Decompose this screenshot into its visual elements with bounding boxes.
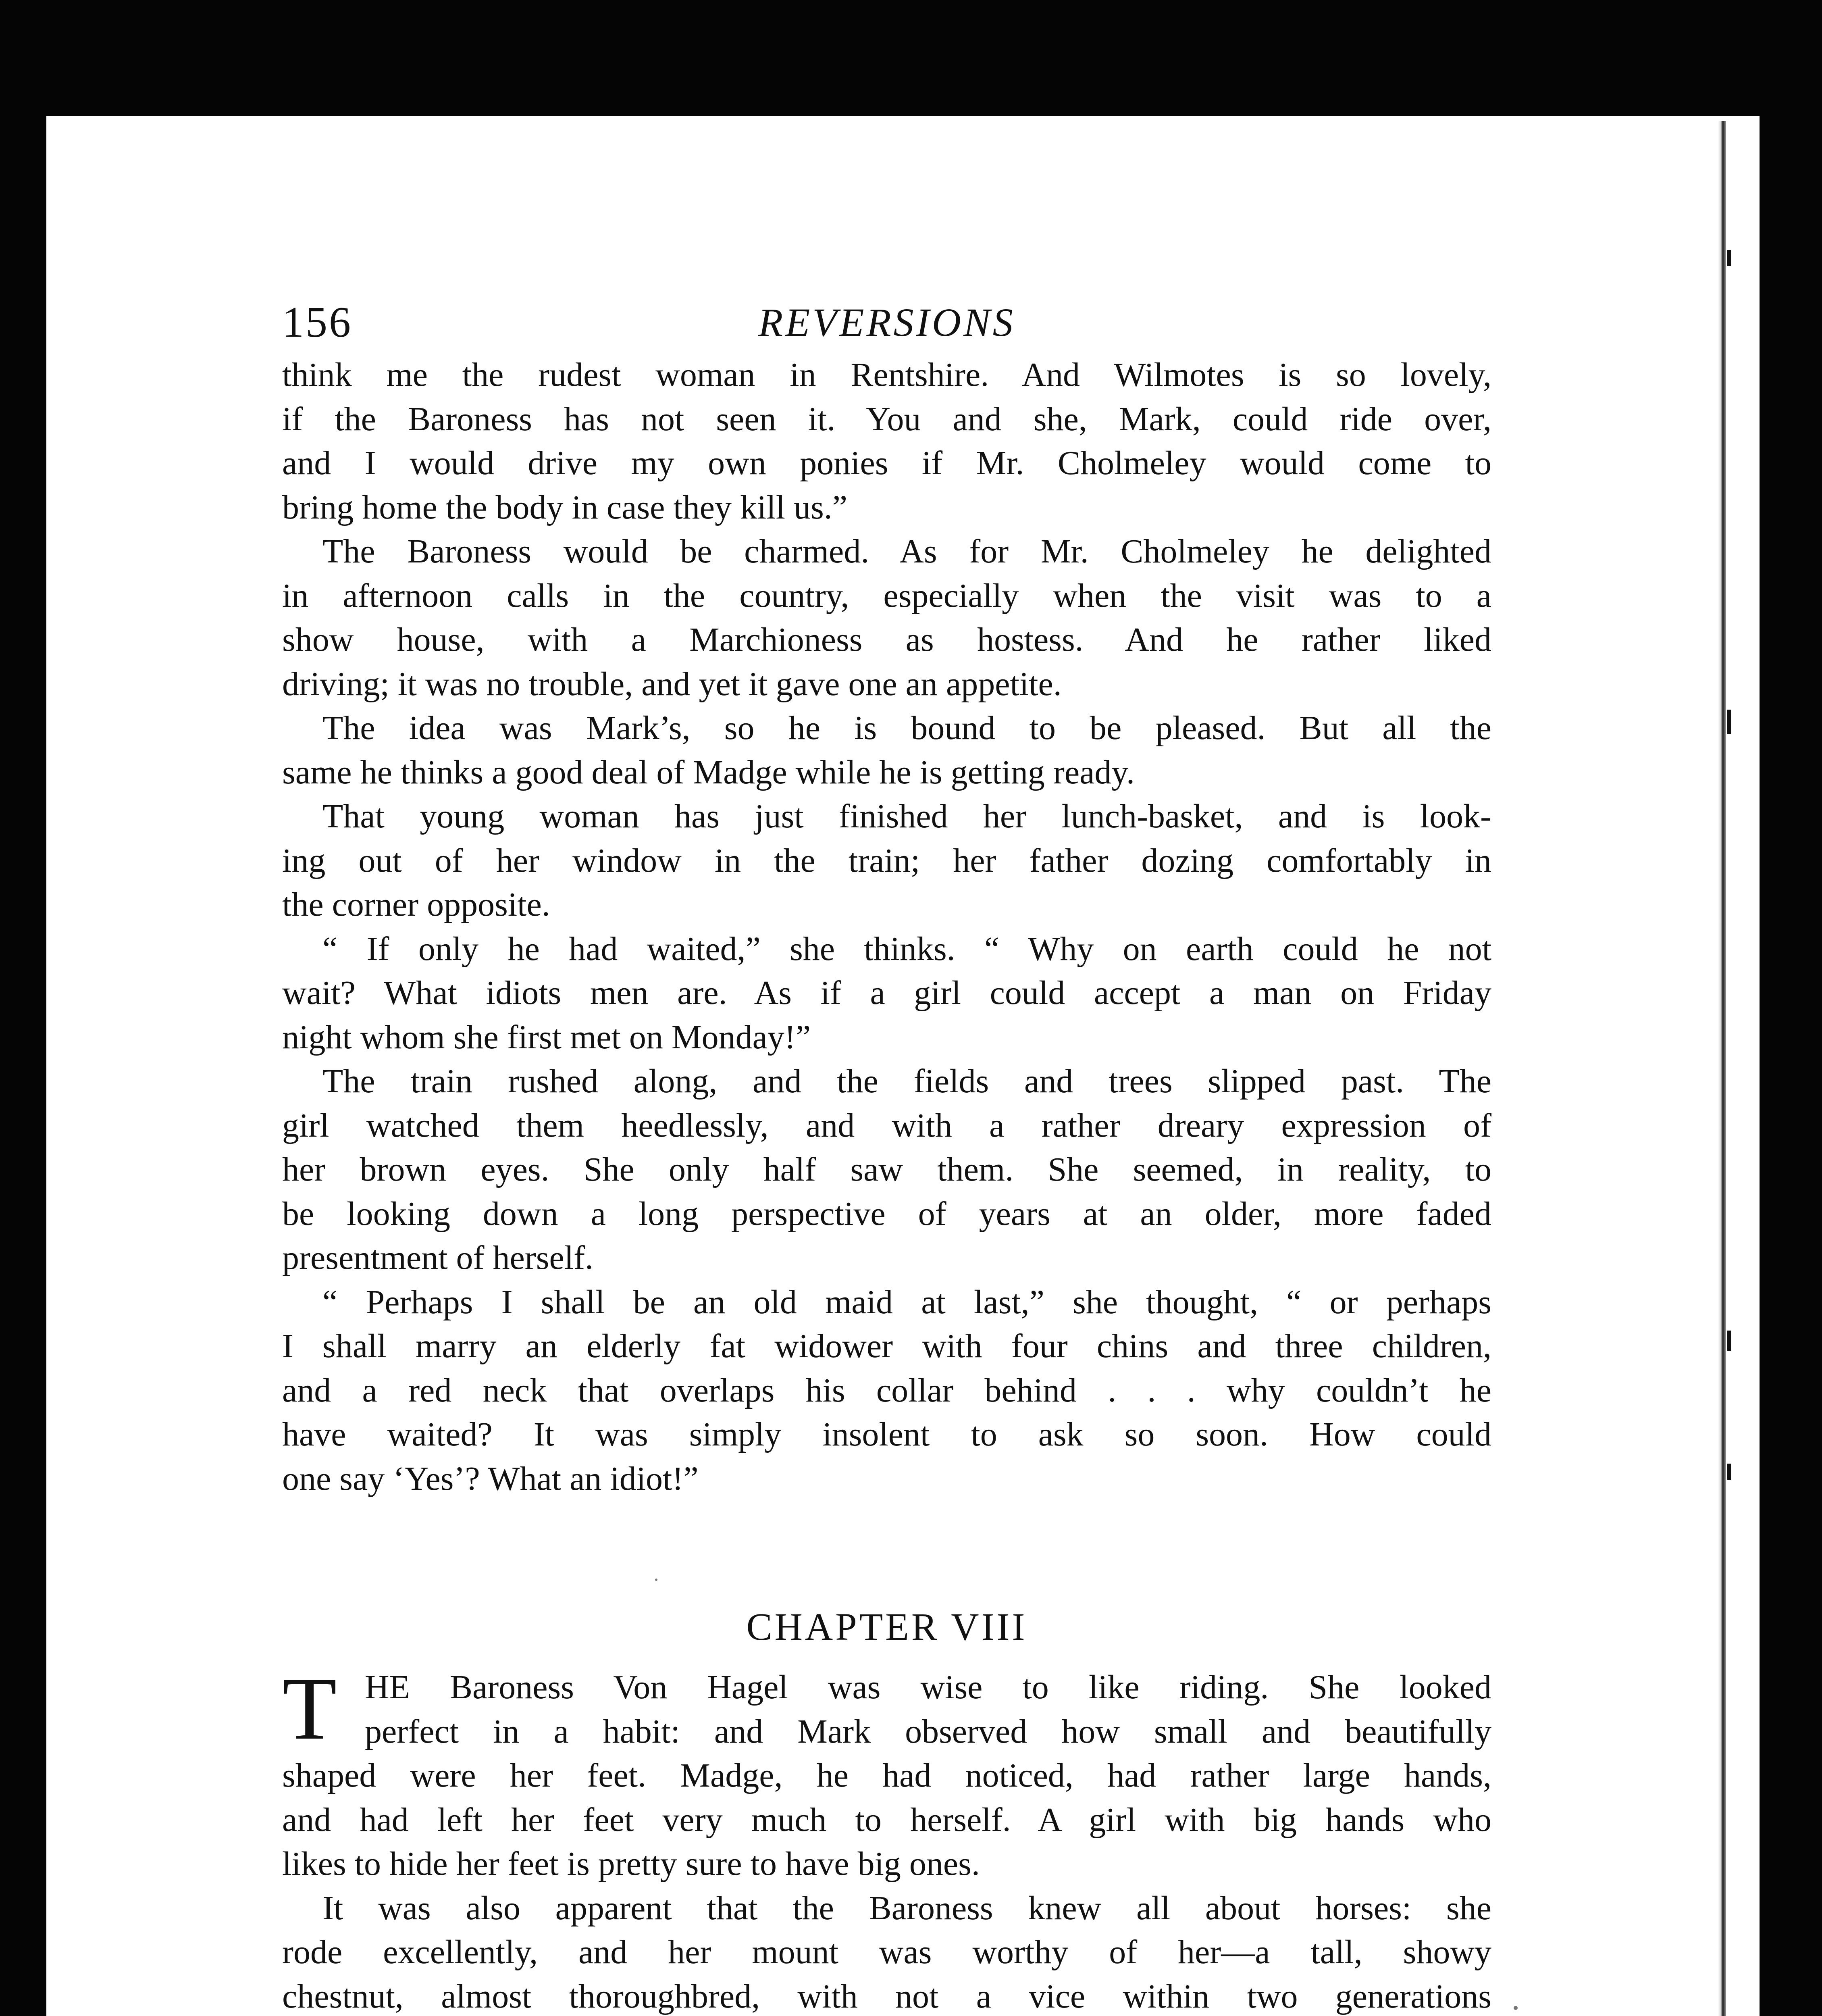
chapter-text <box>282 1659 1491 2016</box>
chapter-heading: CHAPTER VIII <box>746 1605 1027 1648</box>
text-line: show house, with a Marchioness as hostess. And he rather liked <box>282 621 1491 658</box>
text-line: have waited? It was simply insolent to ask so soon. How could <box>282 1416 1491 1453</box>
text-line: same he thinks a good deal of Madge while he is getting ready. <box>282 753 1135 791</box>
text-line: be looking down a long perspective of years at an older, more faded <box>282 1195 1491 1233</box>
text-block <box>282 292 1491 2016</box>
text-line: if the Baroness has not seen it. You and she, Mark, could ride over, <box>282 400 1491 438</box>
text-line: rode excellently, and her mount was worthy of her—a tall, showy <box>282 1933 1491 1971</box>
text-line: perfect in a habit: and Mark observed how small and beautifully <box>365 1712 1491 1750</box>
text-line: “ If only he had waited,” she thinks. “ Why on earth could he not <box>322 930 1491 968</box>
text-line: and I would drive my own ponies if Mr. Cholmeley would come to <box>282 444 1491 482</box>
page-gutter-edge <box>1718 121 1726 2016</box>
text-line: think me the rudest woman in Rentshire. And Wilmotes is so lovely, <box>282 356 1491 394</box>
text-line: one say ‘Yes’? What an idiot!” <box>282 1460 699 1497</box>
text-line: That young woman has just finished her lunch-basket, and is look- <box>322 798 1491 835</box>
scan-speck <box>1514 2006 1518 2010</box>
text-line: night whom she first met on Monday!” <box>282 1018 811 1056</box>
running-head <box>282 292 1491 353</box>
text-line: the corner opposite. <box>282 886 550 923</box>
text-line: The train rushed along, and the fields and trees slipped past. The <box>322 1062 1491 1100</box>
text-line: chestnut, almost thoroughbred, with not a vice within two generations <box>282 1977 1491 2015</box>
text-line: The idea was Mark’s, so he is bound to be pleased. But all the <box>322 709 1491 747</box>
text-line: HE Baroness Von Hagel was wise to like riding. She looked <box>365 1668 1491 1706</box>
text-line: likes to hide her feet is pretty sure to have big ones. <box>282 1845 980 1883</box>
drop-cap: T <box>282 1659 337 1758</box>
text-line: and had left her feet very much to herself. A girl with big hands who <box>282 1801 1491 1839</box>
text-line: driving; it was no trouble, and yet it gave one an appetite. <box>282 665 1062 703</box>
text-line: ing out of her window in the train; her father dozing comfortably in <box>282 841 1491 879</box>
text-line: in afternoon calls in the country, especially when the visit was to a <box>282 577 1491 614</box>
page-number: 156 <box>282 298 352 346</box>
text-line: It was also apparent that the Baroness knew all about horses: she <box>322 1889 1491 1927</box>
text-line: shaped were her feet. Madge, he had noticed, had rather large hands, <box>282 1757 1491 1794</box>
text-line: I shall marry an elderly fat widower with four chins and three children, <box>282 1327 1491 1365</box>
text-line: wait? What idiots men are. As if a girl could accept a man on Friday <box>282 974 1491 1012</box>
text-line: her brown eyes. She only half saw them. She seemed, in reality, to <box>282 1151 1491 1188</box>
text-line: girl watched them heedlessly, and with a rather dreary expression of <box>282 1106 1491 1144</box>
text-line: and a red neck that overlaps his collar behind . . . why couldn’t he <box>282 1371 1491 1409</box>
running-title: REVERSIONS <box>758 300 1015 345</box>
text-line: presentment of herself. <box>282 1239 594 1277</box>
body-text <box>282 353 1491 1501</box>
text-line: The Baroness would be charmed. As for Mr. Cholmeley he delighted <box>322 533 1491 570</box>
gutter-marks <box>1727 121 1732 2016</box>
text-line: bring home the body in case they kill us.” <box>282 488 848 526</box>
text-line: “ Perhaps I shall be an old maid at last,” she thought, “ or perhaps <box>322 1283 1491 1321</box>
